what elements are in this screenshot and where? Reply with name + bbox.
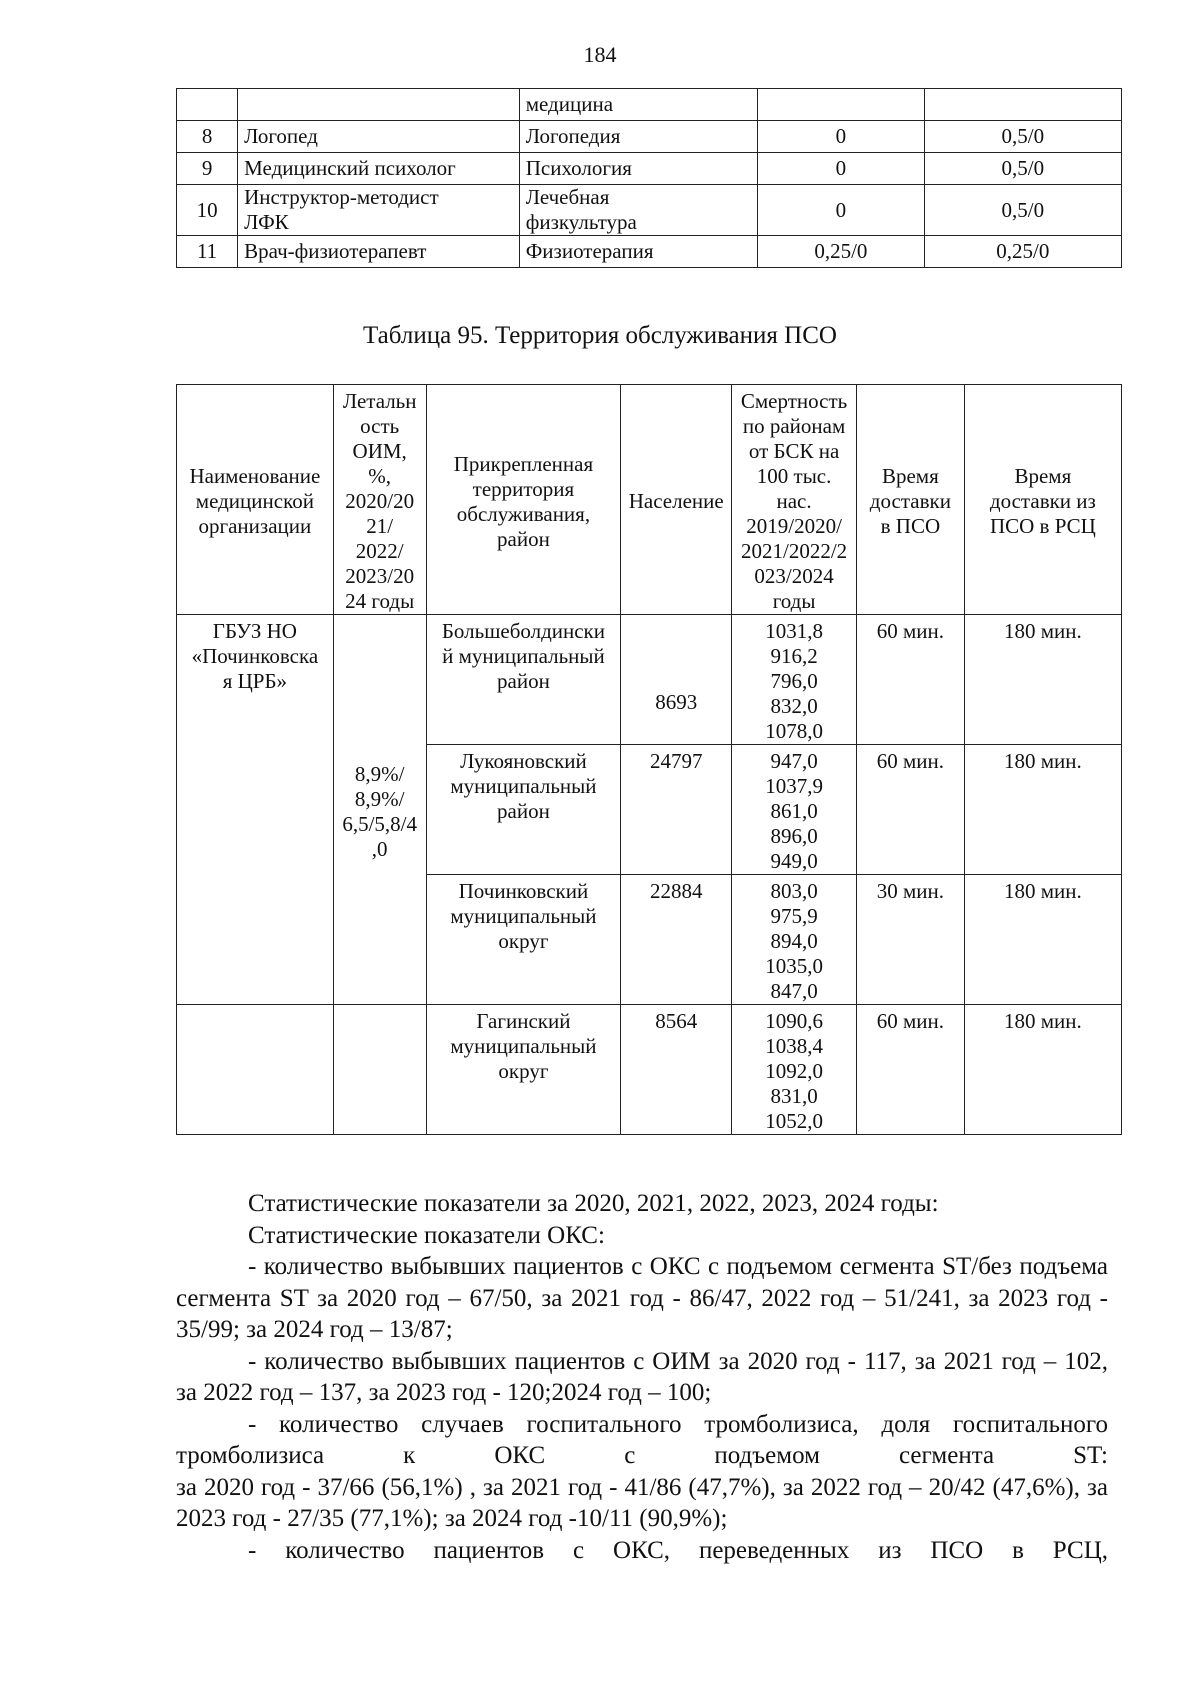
header-delivery-rsc bbox=[964, 385, 1121, 615]
position-cell: Медицинский психолог bbox=[238, 153, 520, 185]
paragraph: за 2020 год - 37/66 (56,1%) , за 2021 год - 41/86 (47,7%), за 2022 год – 20/42 (47,6%), за 2023 год - 27/35 (77,1%); за 2024 год -10/11 (90,9%); bbox=[176, 1473, 1108, 1532]
delivery-rsc-cell: 180 мин. bbox=[964, 745, 1121, 875]
territory-line: район bbox=[497, 799, 550, 823]
paragraph: Статистические показатели ОКС: bbox=[248, 1221, 605, 1249]
lethality-line: ,0 bbox=[371, 836, 388, 861]
header-line: медицинской bbox=[195, 489, 314, 513]
specialty-cell: Психология bbox=[519, 153, 758, 185]
header-line: Время bbox=[881, 464, 939, 488]
mortality-line: 1078,0 bbox=[765, 719, 823, 743]
org-name-line: я ЦРБ» bbox=[222, 669, 288, 693]
delivery-pso-cell: 60 мин. bbox=[857, 615, 965, 745]
header-line: Население bbox=[628, 489, 724, 513]
position-cell: Врач-физиотерапевт bbox=[238, 236, 520, 268]
header-line: территория bbox=[472, 476, 575, 501]
row-number: 8 bbox=[177, 121, 238, 153]
header-line: по районам bbox=[742, 414, 846, 438]
mortality-line: 1035,0 bbox=[765, 954, 823, 978]
header-org bbox=[177, 385, 334, 615]
territory-line: муниципальный bbox=[450, 1034, 597, 1058]
header-line: 100 тыс. bbox=[756, 464, 832, 488]
mortality-cell bbox=[732, 615, 857, 745]
lethality-line: 6,5/5,8/4 bbox=[342, 811, 417, 836]
header-line: район bbox=[497, 526, 550, 551]
mortality-line: 975,9 bbox=[770, 904, 818, 928]
delivery-rsc-cell: 180 мин. bbox=[964, 615, 1121, 745]
mortality-line: 847,0 bbox=[770, 979, 818, 1003]
population-cell: 24797 bbox=[621, 745, 732, 875]
header-line: 2020/20 bbox=[345, 489, 415, 513]
row-number: 10 bbox=[177, 185, 238, 236]
header-mortality bbox=[732, 385, 857, 615]
territory-cell bbox=[426, 1005, 621, 1135]
header-line: 24 годы bbox=[345, 589, 415, 613]
lethality-line: 8,9%/ bbox=[354, 761, 405, 786]
header-lethality bbox=[333, 385, 426, 615]
header-line: обслуживания, bbox=[456, 501, 591, 526]
population-value: 8693 bbox=[655, 690, 698, 714]
value-cell: 0 bbox=[758, 185, 924, 236]
specialty-line: Лечебная bbox=[525, 185, 610, 209]
header-line: 023/2024 bbox=[754, 564, 834, 588]
header-line: 21/ bbox=[366, 514, 394, 538]
value-cell: 0 bbox=[758, 153, 924, 185]
mortality-line: 1052,0 bbox=[765, 1109, 823, 1133]
header-line: Прикрепленная bbox=[453, 451, 594, 476]
table-row bbox=[177, 1005, 1122, 1135]
population-cell: 22884 bbox=[621, 875, 732, 1005]
delivery-pso-cell: 60 мин. bbox=[857, 1005, 965, 1135]
mortality-line: 896,0 bbox=[770, 824, 818, 848]
territory-line: й муниципальный bbox=[442, 644, 605, 668]
header-line: 2021/2022/2 bbox=[740, 539, 848, 563]
mortality-line: 1090,6 bbox=[765, 1009, 823, 1033]
table-row bbox=[177, 89, 1122, 121]
value-cell: 0,5/0 bbox=[924, 121, 1121, 153]
header-line: 2019/2020/ bbox=[746, 514, 842, 538]
paragraph: - количество выбывших пациентов с ОИМ за 2020 год - 117, за 2021 год – 102, за 2022 год – 137, за 2023 год - 120;2024 год – 100; bbox=[176, 1347, 1108, 1406]
specialty-line: физкультура bbox=[525, 210, 637, 234]
header-line: Смертность bbox=[740, 389, 848, 413]
table-row bbox=[177, 236, 1122, 268]
value-cell: 0,25/0 bbox=[758, 236, 924, 268]
territory-cell bbox=[426, 745, 621, 875]
value-cell: 0,25/0 bbox=[924, 236, 1121, 268]
territory-line: округ bbox=[498, 1059, 549, 1083]
header-line: 2022/ bbox=[355, 539, 404, 563]
population-cell bbox=[621, 615, 732, 745]
delivery-pso-cell: 60 мин. bbox=[857, 745, 965, 875]
lethality-cell bbox=[333, 615, 426, 1005]
territory-line: округ bbox=[498, 929, 549, 953]
header-line: Наименование bbox=[189, 464, 321, 488]
header-line: организации bbox=[198, 514, 312, 538]
lethality-line: 8,9%/ bbox=[354, 786, 405, 811]
position-cell bbox=[238, 185, 520, 236]
org-name-line: «Починковска bbox=[191, 644, 319, 668]
territory-cell bbox=[426, 875, 621, 1005]
header-delivery-pso bbox=[857, 385, 965, 615]
position-line: Инструктор-методист bbox=[244, 185, 439, 209]
territory-line: муниципальный bbox=[450, 904, 597, 928]
mortality-line: 832,0 bbox=[770, 694, 818, 718]
position-cell: Логопед bbox=[238, 121, 520, 153]
territory-line: Гагинский bbox=[476, 1009, 571, 1033]
header-line: Летальн bbox=[342, 389, 417, 413]
header-line: доставки из bbox=[989, 489, 1096, 513]
specialty-cell bbox=[519, 185, 758, 236]
mortality-line: 894,0 bbox=[770, 929, 818, 953]
page-number: 184 bbox=[583, 42, 617, 67]
territory-line: район bbox=[497, 669, 550, 693]
paragraph: - количество выбывших пациентов с ОКС с подъемом сегмента ST/без подъема сегмента ST за 2020 год – 67/50, за 2021 год - 86/47, 2022 год – 51/241, за 2023 год - 35/99; за 2024 год – 13/87; bbox=[176, 1253, 1108, 1343]
paragraph: - количество случаев госпитального тромболизиса, доля госпитального тромболизиса к ОКС с подъемом сегмента ST: bbox=[176, 1410, 1108, 1469]
territory-cell bbox=[426, 615, 621, 745]
header-line: %, bbox=[368, 464, 392, 488]
mortality-line: 949,0 bbox=[770, 849, 818, 873]
header-line: доставки bbox=[869, 489, 951, 513]
specialty-cell: Логопедия bbox=[519, 121, 758, 153]
territory-line: Большеболдински bbox=[441, 619, 605, 643]
mortality-cell bbox=[732, 745, 857, 875]
mortality-line: 831,0 bbox=[770, 1084, 818, 1108]
territory-line: Починковский bbox=[458, 879, 589, 903]
delivery-pso-cell: 30 мин. bbox=[857, 875, 965, 1005]
row-number: 11 bbox=[177, 236, 238, 268]
header-line: 2023/20 bbox=[345, 564, 415, 588]
org-name-cell-empty bbox=[177, 1005, 334, 1135]
specialty-cell: Физиотерапия bbox=[519, 236, 758, 268]
population-cell: 8564 bbox=[621, 1005, 732, 1135]
header-territory bbox=[426, 385, 621, 615]
value-cell bbox=[924, 89, 1121, 121]
table-header-row bbox=[177, 385, 1122, 615]
paragraph: Статистические показатели за 2020, 2021, 2022, 2023, 2024 годы: bbox=[248, 1190, 939, 1217]
mortality-line: 1037,9 bbox=[765, 774, 823, 798]
org-name-cell bbox=[177, 615, 334, 1005]
mortality-line: 796,0 bbox=[770, 669, 818, 693]
mortality-cell bbox=[732, 875, 857, 1005]
header-line: нас. bbox=[776, 489, 812, 513]
spacer bbox=[623, 715, 729, 740]
header-line: от БСК на bbox=[748, 439, 840, 463]
header-population bbox=[621, 385, 732, 615]
delivery-rsc-cell: 180 мин. bbox=[964, 875, 1121, 1005]
mortality-line: 861,0 bbox=[770, 799, 818, 823]
position-line: ЛФК bbox=[244, 210, 289, 234]
pso-territory-table bbox=[176, 384, 1122, 1135]
row-number: 9 bbox=[177, 153, 238, 185]
mortality-line: 1038,4 bbox=[765, 1034, 823, 1058]
mortality-cell bbox=[732, 1005, 857, 1135]
value-cell bbox=[758, 89, 924, 121]
header-line: ОИМ, bbox=[352, 439, 407, 463]
table-row bbox=[177, 615, 1122, 745]
position-cell bbox=[238, 89, 520, 121]
delivery-rsc-cell: 180 мин. bbox=[964, 1005, 1121, 1135]
staff-table-continuation bbox=[176, 88, 1122, 268]
paragraph: - количество пациентов с ОКС, переведенных из ПСО в РСЦ, bbox=[248, 1536, 1108, 1564]
mortality-line: 1092,0 bbox=[765, 1059, 823, 1083]
org-name-line: ГБУЗ НО bbox=[212, 619, 297, 643]
value-cell: 0 bbox=[758, 121, 924, 153]
header-line: годы bbox=[772, 589, 816, 613]
territory-line: муниципальный bbox=[450, 774, 597, 798]
mortality-line: 947,0 bbox=[770, 749, 818, 773]
header-line: Время bbox=[1014, 464, 1072, 488]
body-text bbox=[176, 1188, 1108, 1566]
mortality-line: 1031,8 bbox=[765, 619, 823, 643]
table-caption: Таблица 95. Территория обслуживания ПСО bbox=[363, 322, 837, 349]
table-row bbox=[177, 153, 1122, 185]
table-row bbox=[177, 185, 1122, 236]
territory-line: Лукояновский bbox=[460, 749, 587, 773]
header-line: в ПСО bbox=[880, 514, 941, 538]
mortality-line: 803,0 bbox=[770, 879, 818, 903]
value-cell: 0,5/0 bbox=[924, 153, 1121, 185]
lethality-cell-empty bbox=[333, 1005, 426, 1135]
row-number bbox=[177, 89, 238, 121]
mortality-line: 916,2 bbox=[770, 644, 818, 668]
value-cell: 0,5/0 bbox=[924, 185, 1121, 236]
table-row bbox=[177, 121, 1122, 153]
header-line: ость bbox=[360, 414, 400, 438]
specialty-cell: медицина bbox=[519, 89, 758, 121]
header-line: ПСО в РСЦ bbox=[989, 514, 1096, 538]
